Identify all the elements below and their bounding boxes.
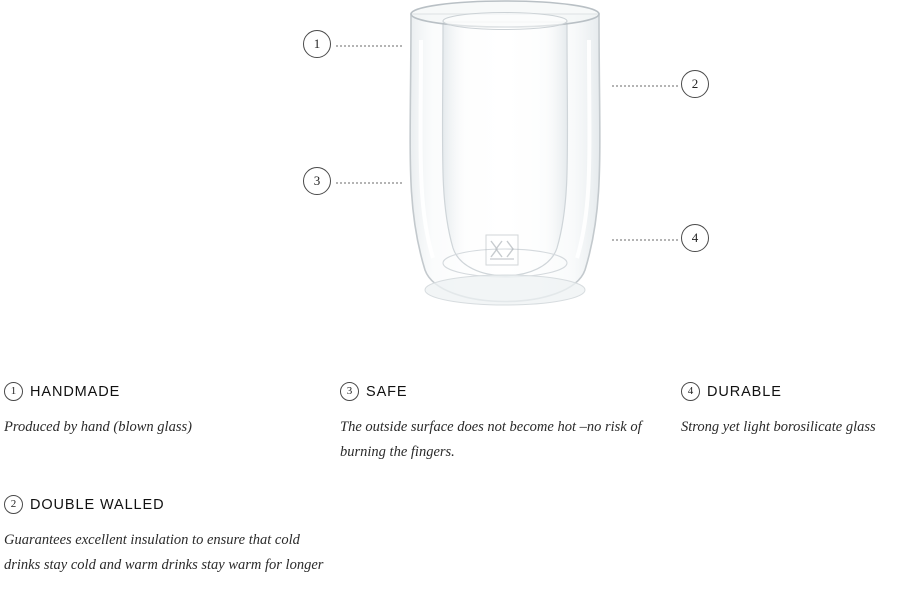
leader-line-3 xyxy=(336,182,402,184)
legend-number-icon: 3 xyxy=(340,382,359,401)
legend-item-safe xyxy=(340,382,655,466)
legend-title: SAFE xyxy=(366,383,408,400)
legend-number-icon: 1 xyxy=(4,382,23,401)
legend-title: HANDMADE xyxy=(30,383,121,400)
callout-marker-4: 4 xyxy=(681,224,709,252)
glass-illustration xyxy=(395,0,615,330)
glass-inner-wall xyxy=(442,22,567,276)
legend-head xyxy=(4,382,304,401)
legend-item-handmade xyxy=(4,382,304,440)
glass-rim-inner xyxy=(443,13,567,30)
legend-head xyxy=(340,382,655,401)
feature-legend xyxy=(0,368,902,589)
callout-marker-1: 1 xyxy=(303,30,331,58)
leader-line-4 xyxy=(612,239,678,241)
legend-description: Produced by hand (blown glass) xyxy=(4,419,192,435)
legend-title: DOUBLE WALLED xyxy=(30,496,165,513)
legend-description: Guarantees excellent insulation to ensure that cold drinks stay cold and warm drinks stay warm for longer xyxy=(4,532,324,574)
legend-number-icon: 2 xyxy=(4,495,23,514)
legend-number-icon: 4 xyxy=(681,382,700,401)
leader-line-2 xyxy=(612,85,678,87)
legend-title: DURABLE xyxy=(707,383,782,400)
legend-description: The outside surface does not become hot –no risk of burning the fingers. xyxy=(340,419,642,461)
legend-head xyxy=(681,382,901,401)
legend-head xyxy=(4,495,324,514)
callout-marker-2: 2 xyxy=(681,70,709,98)
glass-base-outer xyxy=(425,275,585,305)
leader-line-1 xyxy=(336,45,402,47)
legend-description: Strong yet light borosilicate glass xyxy=(681,419,876,435)
legend-item-double-walled xyxy=(4,495,324,579)
legend-item-durable xyxy=(681,382,901,440)
callout-marker-3: 3 xyxy=(303,167,331,195)
